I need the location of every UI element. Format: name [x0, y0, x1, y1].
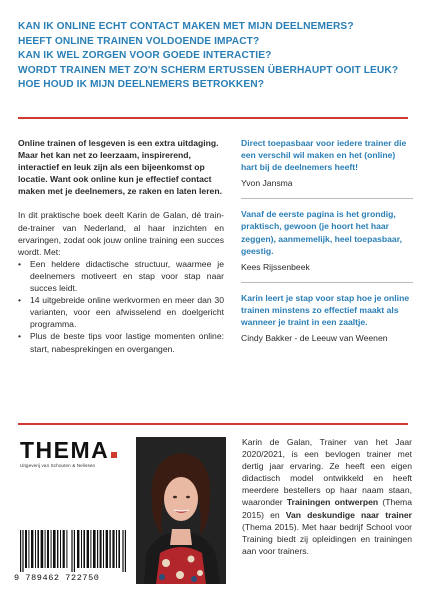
- bullet-icon: •: [18, 331, 22, 342]
- bio-text: (Thema 2015) en: [242, 497, 412, 520]
- testimonial-quote: Direct toepasbaar voor iedere trainer die een verschil wil maken en het (online) hart bij de deelnemers heeft!: [241, 138, 407, 173]
- testimonial: [241, 137, 413, 189]
- body-paragraph: In dit praktische boek deelt Karin de Galan, dé train-de-trainer van Nederland, al haar inzichten en ervaringen, zodat ook jouw online training een succes wordt. Met:: [18, 210, 224, 257]
- testimonial-divider: [241, 198, 413, 199]
- testimonial-author: Kees Rijssenbeek: [241, 261, 310, 272]
- publisher-tagline: Uitgeverij van Schouten & Nelissen: [20, 463, 96, 468]
- testimonial-quote: Karin leert je stap voor stap hoe je online trainen minstens zo effectief maakt als wanneer je traint in een zaaltje.: [241, 292, 410, 328]
- questions-block: [18, 20, 413, 93]
- list-item: [18, 330, 224, 354]
- top-divider: [18, 117, 408, 119]
- bio-text: Karin de Galan, Trainer van het Jaar 2020/2021, is een bevlogen trainer met dertig jaar ervaring. Ze heeft een eigen didactisch model ontwikkeld en heeft meerdere bestellers op haar naam staan, waaronder: [242, 437, 412, 508]
- bio-text: (Thema 2015). Met haar bedrijf School voor Training biedt zij opleidingen en trainingen aan voor trainers.: [242, 521, 412, 556]
- bio-book-title: Trainingen ontwerpen: [286, 497, 379, 508]
- bullet-icon: •: [18, 258, 22, 269]
- question: HEEFT ONLINE TRAINEN VOLDOENDE IMPACT?: [18, 35, 260, 47]
- testimonial-quote: Vanaf de eerste pagina is het grondig, praktisch, gewoon (je hoort het haar zeggen), aanmemelijk, heel toepasbaar, geestig.: [241, 209, 402, 256]
- list-item-text: 14 uitgebreide online werkvormen en meer dan 30 varianten, voor een afwisselend en doelgericht programma.: [30, 295, 224, 330]
- bio-book-title: Van deskundige naar trainer: [285, 509, 412, 520]
- testimonial: [241, 292, 413, 344]
- publisher-logo: [20, 439, 117, 468]
- list-item: [18, 294, 224, 330]
- question: KAN IK ONLINE ECHT CONTACT MAKEN MET MIJN DEELNEMERS?: [18, 21, 354, 32]
- barcode-icon: [20, 530, 126, 572]
- testimonial: [241, 208, 413, 272]
- list-item-text: Plus de beste tips voor lastige momenten online: start, nabesprekingen en overgangen.: [30, 331, 224, 354]
- testimonial-author: Yvon Jansma: [241, 178, 293, 189]
- bullet-icon: •: [18, 295, 22, 306]
- body-section: [18, 209, 224, 354]
- intro-paragraph: Online trainen of lesgeven is een extra uitdaging. Maar het kan net zo leerzaam, inspirerend, interactief en leuk zijn als een bijeenkomst op locatie. Want ook online kun je effectief contact maken met je deelnemers, ze raken en laten leren.: [18, 138, 222, 197]
- author-bio: [242, 436, 412, 557]
- list-item: [18, 258, 224, 294]
- publisher-name: THEMA: [20, 437, 110, 463]
- testimonial-divider: [241, 282, 413, 283]
- description-column: [18, 137, 224, 355]
- list-item-text: Een heldere didactische structuur, waarmee je deelnemers motiveert en stap voor stap naar succes leidt.: [30, 258, 224, 294]
- isbn-number: 9 789462 722750: [14, 573, 100, 583]
- testimonials-column: [241, 137, 413, 344]
- bottom-divider: [18, 423, 408, 425]
- author-portrait-image: [136, 437, 226, 584]
- logo-dot-icon: [111, 452, 117, 458]
- author-photo: [136, 437, 226, 584]
- feature-list: [18, 258, 224, 355]
- question: WORDT TRAINEN MET ZO'N SCHERM ERTUSSEN ÜBERHAUPT OOIT LEUK?: [18, 64, 399, 76]
- question: KAN IK WEL ZORGEN VOOR GOEDE INTERACTIE?: [18, 50, 272, 62]
- question: HOE HOUD IK MIJN DEELNEMERS BETROKKEN?: [18, 79, 265, 91]
- testimonial-author: Cindy Bakker - de Leeuw van Weenen: [241, 333, 388, 344]
